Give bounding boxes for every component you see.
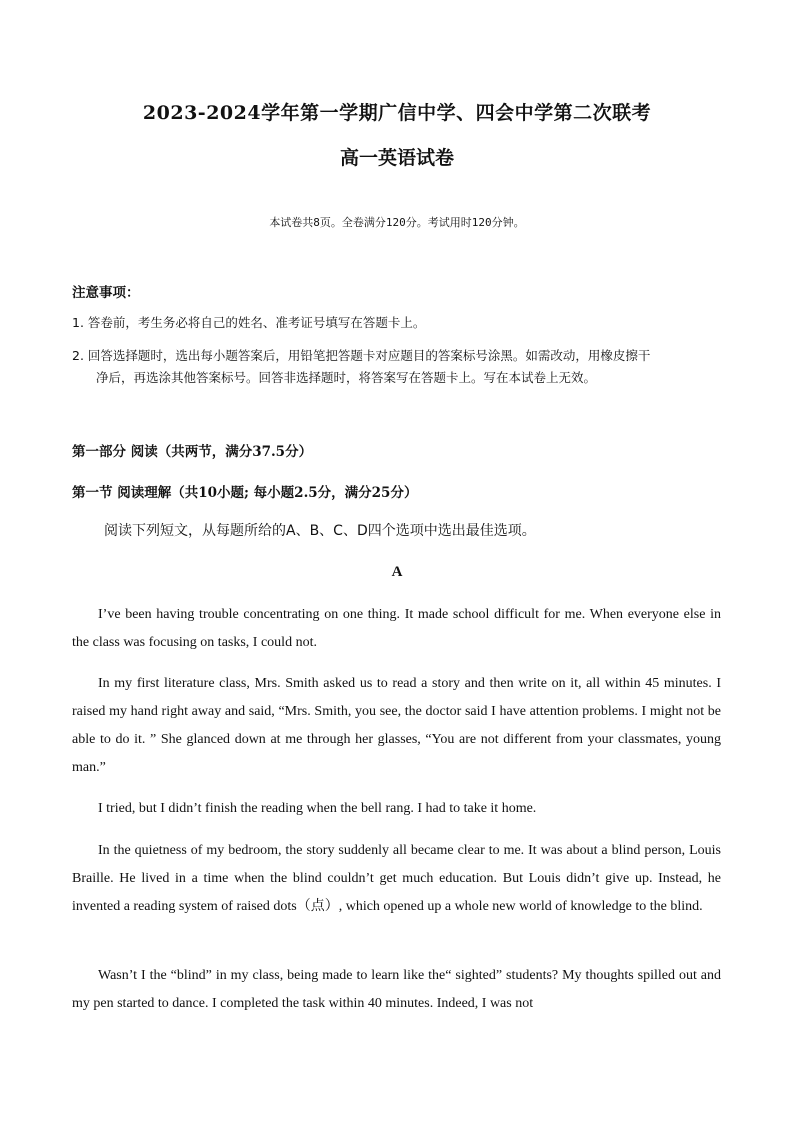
passage-paragraph-1: I’ve been having trouble concentrating on one thing. It made school difficult for me. When everyone else in the class was focusing on tasks, I could not.: [72, 607, 721, 650]
note-item-1-text: 1. 答卷前，考生务必将自己的姓名、准考证号填写在答题卡上。: [72, 315, 426, 330]
note-item-2-text: 2. 回答选择题时，选出每小题答案后，用铅笔把答题卡对应题目的答案标号涂黑。如需改动，用橡皮擦干: [72, 348, 651, 363]
note-item-2: [72, 345, 722, 389]
passage-paragraph-3: I tried, but I didn’t finish the reading when the bell rang. I had to take it home.: [98, 801, 537, 816]
passage-paragraph-2: In my first literature class, Mrs. Smith asked us to read a story and then write on it, all within 45 minutes. I raised my hand right away and said, “Mrs. Smith, you see, the doctor said I have attention problems. I might not be able to do it. ” She glanced down at me through her glasses, “You are not different from your classmates, young man.”: [72, 676, 721, 775]
passage-paragraph-4: In the quietness of my bedroom, the story suddenly all became clear to me. It was about a blind person, Louis Braille. He lived in a time when the blind couldn’t get much education. But Louis didn’t give up. Instead, he invented a reading system of raised dots（点）, which opened up a whole new world of knowledge to the blind.: [72, 843, 721, 914]
exam-subtitle: 高一英语试卷: [339, 147, 454, 169]
section1-heading: 第一节 阅读理解（共10小题; 每小题2.5分，满分25分）: [72, 485, 418, 501]
exam-info: 本试卷共8页。全卷满分120分。考试用时120分钟。: [269, 216, 525, 229]
passage-paragraph-5: Wasn’t I the “blind” in my class, being made to learn like the“ sighted” students? My thoughts spilled out and my pen started to dance. I completed the task within 40 minutes. Indeed, I was not: [72, 968, 721, 1011]
note-item-1: [72, 312, 722, 334]
reading-instruction: 阅读下列短文，从每题所给的A、B、C、D四个选项中选出最佳选项。: [104, 523, 536, 539]
notes-heading: 注意事项：: [72, 285, 140, 301]
part1-heading: 第一部分 阅读（共两节，满分37.5分）: [72, 444, 313, 460]
passage-label: A: [391, 564, 403, 580]
exam-title: 2023-2024学年第一学期广信中学、四会中学第二次联考: [142, 102, 652, 124]
note-item-2-continuation: 净后，再选涂其他答案标号。回答非选择题时，将答案写在答题卡上。写在本试卷上无效。: [96, 370, 597, 385]
